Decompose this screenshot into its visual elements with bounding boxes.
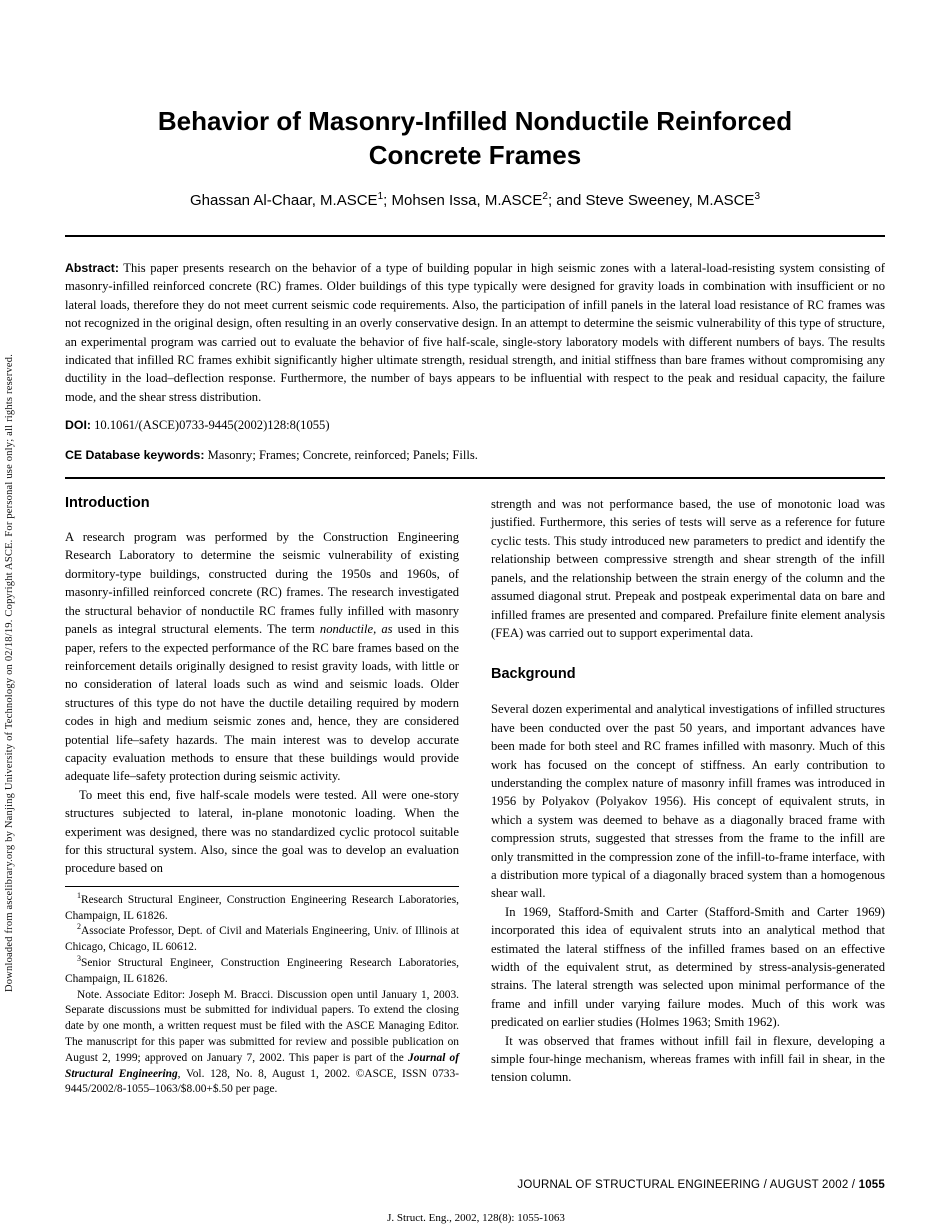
footnote-2-marker: 2 xyxy=(77,922,81,932)
abstract-top-rule xyxy=(65,235,885,237)
footnote-1-text: Research Structural Engineer, Construction Engineering Research Laboratories, Champaign, IL 61826. xyxy=(65,893,459,922)
journal-footer xyxy=(517,1179,885,1191)
abstract-text: This paper presents research on the behavior of a type of building popular in high seismic zones with a lateral-load-resisting system consisting of masonry-infilled reinforced concrete (RC) frames. Older buildings of this type typically were designed for gravity loads in combination with insufficient or no lateral loads, therefore they do not meet current seismic code requirements. Also, the participation of infill panels in the lateral load resistance of RC frames was not recognized in the original design, often resulting in an overly conservative design. In an attempt to determine the seismic vulnerability of this type of structure, an experimental program was carried out to evaluate the behavior of five half-scale, single-story laboratory models with different numbers of bays. The results indicated that infilled RC frames exhibit significantly higher ultimate strength, residual strength, and initial stiffness than bare frames without compromising any ductility in the load–deflection response. Furthermore, the number of bays appears to be influential with respect to the peak and residual capacity, the failure mode, and the shear stress distribution. xyxy=(65,261,885,404)
editor-note-journal-name: Journal of Structural Engineering xyxy=(65,1051,459,1080)
abstract-label: Abstract: xyxy=(65,261,119,275)
footnote-3-text: Senior Structural Engineer, Construction Engineering Research Laboratories, Champaign, IL 61826. xyxy=(65,956,459,985)
doi-value: 10.1061/(ASCE)0733-9445(2002)128:8(1055) xyxy=(90,418,330,433)
left-column xyxy=(65,495,459,1098)
doi-line xyxy=(65,416,885,434)
abstract-bottom-rule xyxy=(65,477,885,479)
author-3-affiliation-ref: 3 xyxy=(754,191,760,202)
paper-title-line2: Concrete Frames xyxy=(368,140,582,170)
keywords-label: CE Database keywords: xyxy=(65,447,205,462)
footnote-3 xyxy=(65,956,459,988)
keywords-value: Masonry; Frames; Concrete, reinforced; Panels; Fills. xyxy=(204,447,478,462)
introduction-paragraph-1 xyxy=(65,528,459,786)
footnote-3-marker: 3 xyxy=(77,954,81,964)
author-1-affiliation-ref: 1 xyxy=(377,191,384,202)
abstract-paragraph xyxy=(65,259,885,406)
author-3: Steve Sweeney, M.ASCE xyxy=(585,192,755,209)
section-heading-introduction: Introduction xyxy=(65,495,150,512)
author-line xyxy=(65,192,885,209)
introduction-p1-text-b: used in this paper, refers to the expected performance of the RC bare frames based on the reinforcement details originally designed to resist gravity loads, with little or no consideration of lateral loads such as wind and seismic loads. Older structures of this type do not have the ductile detailing required by modern codes in high and medium seismic zones and, hence, they are considered potential life–safety hazards. The main interest was to develop accurate capacity evaluation methods to ensure that these buildings would provide adequate life–safety protection during seismic activity. xyxy=(65,622,459,784)
keywords-line xyxy=(65,446,885,464)
footnote-2 xyxy=(65,924,459,956)
author-separator-2: ; and xyxy=(547,192,586,209)
citation-line: J. Struct. Eng., 2002, 128(8): 1055-1063 xyxy=(387,1212,565,1224)
paper-title xyxy=(65,0,885,172)
author-separator-1: ; xyxy=(383,192,392,209)
editor-note-text-b: , Vol. 128, No. 8, August 1, 2002. ©ASCE, ISSN 0733-9445/2002/8-1055–1063/$8.00+$.50 per page. xyxy=(65,1067,459,1096)
footnote-separator-rule xyxy=(65,886,459,887)
two-column-body xyxy=(65,495,885,1098)
introduction-continuation-paragraph: strength and was not performance based, the use of monotonic load was justified. Furthermore, this series of tests will serve as a reference for future cyclic tests. This study introduced new parameters to predict and identify the relationship between compressive strength and shear strength of the infill panels, and the relationship between the strain energy of the column and the assumed diagonal strut. Prepeak and postpeak experimental data on bare and infilled frames are presented and compared. Prefailure finite element analysis (FEA) was carried out to support experimental data. xyxy=(491,497,885,640)
background-paragraph-3: It was observed that frames without infill fail in flexure, developing a simple four-hinge mechanism, whereas frames with infill fail in shear, in the tension column. xyxy=(491,1033,885,1085)
editor-note-text-a: Note. Associate Editor: Joseph M. Bracci. Discussion open until January 1, 2003. Separate discussions must be submitted for individual papers. To extend the closing date by one month, a written request must be filed with the ASCE Managing Editor. The manuscript for this paper was submitted for review and possible publication on August 2, 1999; approved on January 7, 2002. This paper is part of the xyxy=(65,988,459,1064)
footnote-editor-note xyxy=(65,988,459,1099)
introduction-paragraph-2: To meet this end, five half-scale models were tested. All were one-story structures subjected to lateral, in-plane monotonic loading. When the experiment was designed, there was no standardized cyclic protocol suitable for this structural system. Also, since the goal was to develop an evaluation procedure based on xyxy=(65,787,459,876)
page-content xyxy=(65,0,885,1098)
download-watermark: Downloaded from ascelibrary.org by Nanjing University of Technology on 02/18/19. Copyright ASCE. For personal use only; all rights reserved. xyxy=(4,353,15,992)
introduction-p1-text-a: A research program was performed by the Construction Engineering Research Laboratory to determine the seismic vulnerability of existing dormitory-type buildings, constructed during the 1950s and 1960s, of masonry-infilled reinforced concrete (RC) frames. The research investigated the structural behavior of nonductile RC frames fully infilled with masonry panels as integral structural elements. The term xyxy=(65,530,459,637)
section-heading-background: Background xyxy=(491,666,576,683)
footnote-1-marker: 1 xyxy=(77,890,81,900)
background-paragraph-2: In 1969, Stafford-Smith and Carter (Stafford-Smith and Carter 1969) incorporated this idea of equivalent struts into an analytical method that estimated the lateral stiffness of the infilled frames based on an effective width of the equivalent strut, as determined by stress-analysis-generated strains. The lateral strength was selected upon minimal performance of the frame and infill under varying failure modes. Much of this work was predicated on earlier studies (Holmes 1963; Smith 1962). xyxy=(491,904,885,1030)
author-2: Mohsen Issa, M.ASCE xyxy=(391,192,543,209)
right-column xyxy=(491,495,885,1098)
page-number: 1055 xyxy=(858,1179,885,1191)
journal-footer-text: JOURNAL OF STRUCTURAL ENGINEERING / AUGUST 2002 / xyxy=(517,1179,859,1191)
footnotes-block xyxy=(65,890,459,1098)
author-2-affiliation-ref: 2 xyxy=(542,191,548,202)
doi-label: DOI: xyxy=(65,418,91,433)
footnote-1 xyxy=(65,890,459,925)
background-paragraph-1: Several dozen experimental and analytical investigations of infilled structures have been conducted over the past 50 years, and important advances have been made for both steel and RC frames infilled with masonry. Much of this work has focused on the concept of stiffness. An early contribution to understanding the complex nature of masonry infill frames was introduced in 1956 by Polyakov (Polyakov 1956). His concept of equivalent struts, in which a system was deemed to behave as a diagonally braced frame with compression struts, suggested that stresses from the frame to the infill are only transmitted in the compression zone of the infill-to-frame interface, with a distribution more typical of a diagonally braced system than a homogenous shear wall. xyxy=(491,702,885,901)
introduction-p1-italic-term: nonductile, as xyxy=(319,622,393,637)
author-1: Ghassan Al-Chaar, M.ASCE xyxy=(189,192,378,209)
paper-title-line1: Behavior of Masonry-Infilled Nonductile Reinforced xyxy=(157,106,793,136)
footnote-2-text: Associate Professor, Dept. of Civil and Materials Engineering, Univ. of Illinois at Chicago, Chicago, IL 60612. xyxy=(65,925,459,954)
